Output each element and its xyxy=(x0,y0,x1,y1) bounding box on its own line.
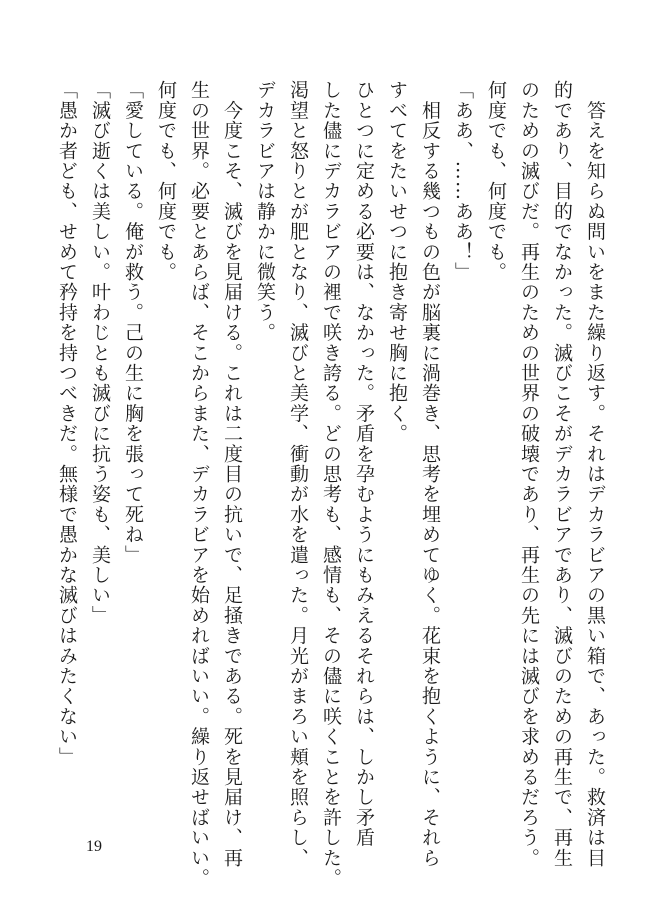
text-line: 「ああ、……ああ！」 xyxy=(452,80,474,282)
text-line: ひとつに定める必要は、なかった。矛盾を孕むようにもみえるそれらは、しかし矛盾 xyxy=(353,80,375,848)
text-line: 「愚か者ども、せめて矜持を持つべきだ。無様で愚かな滅びはみたくない」 xyxy=(56,80,78,767)
text-line: 「滅び逝くは美しい。叶わじとも滅びに抗う姿も、美しい」 xyxy=(89,80,111,626)
text-line: のための滅びだ。再生のための世界の破壊であり、再生の先には滅びを求めるだろう。 xyxy=(518,80,540,868)
text-line: 何度でも、何度でも。 xyxy=(155,80,177,282)
text-line: 答えを知らぬ問いをまた繰り返す。それはデカラビアの黒い箱で、あった。救済は目 xyxy=(584,80,606,868)
page-number: 19 xyxy=(86,838,102,855)
text-line: デカラビアは静かに微笑う。 xyxy=(254,80,276,343)
text-line: した儘にデカラビアの裡で咲き誇る。どの思考も、感情も、その儘に咲くことを許した。 xyxy=(320,80,342,888)
text-line: 生の世界。必要とあらば、そこからまた、デカラビアを始めればいい。繰り返せばいい。 xyxy=(188,80,210,888)
text-line: 的であり、目的でなかった。滅びこそがデカラビアであり、滅びのための再生で、再生 xyxy=(551,80,573,868)
text-line: 渇望と怒りとが肥となり、滅びと美学、衝動が水を遣った。月光がまろい頬を照らし、 xyxy=(287,80,309,868)
text-line: 相反する幾つもの色が脳裏に渦巻き、思考を埋めてゆく。花束を抱くように、それら xyxy=(419,80,441,868)
text-line: 「愛している。俺が救う。己の生に胸を張って死ね」 xyxy=(122,80,144,565)
text-line: すべてをたいせつに抱き寄せ胸に抱く。 xyxy=(386,80,408,444)
text-line: 何度でも、何度でも。 xyxy=(485,80,507,282)
text-line: 今度こそ、滅びを見届ける。これは二度目の抗いで、足掻きである。死を見届け、再 xyxy=(221,80,243,868)
